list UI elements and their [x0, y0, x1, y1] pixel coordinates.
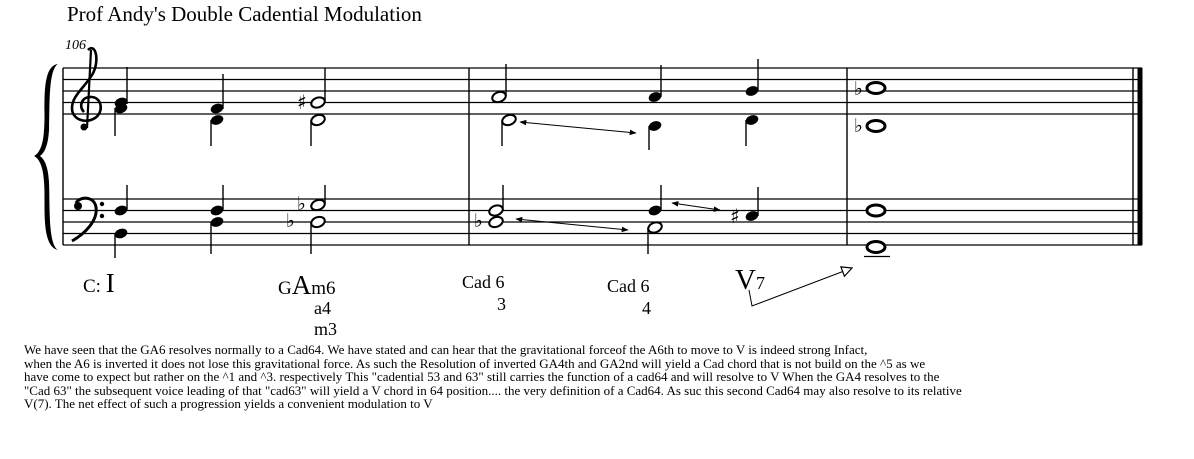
sharp-icon: ♯ [730, 204, 740, 228]
barlines [63, 68, 1140, 245]
cad-63-figure: 3 [497, 294, 506, 314]
note [209, 185, 224, 254]
note [286, 185, 326, 254]
treble-staff [63, 68, 1142, 114]
dominant-numeral: V [735, 264, 756, 296]
flat-icon: ♭ [854, 115, 863, 137]
dominant-label [735, 264, 765, 297]
voice-leading-arrow [520, 122, 636, 133]
note [209, 74, 224, 146]
brace-icon [34, 64, 58, 250]
sharp-icon: ♯ [297, 90, 307, 114]
flat-icon: ♭ [474, 210, 483, 232]
voice-leading-arrow [516, 219, 628, 230]
bass-staff [63, 199, 1142, 245]
key-label [83, 268, 115, 299]
dominant-figure: 7 [755, 273, 765, 293]
voice-leading-arrow [672, 203, 720, 210]
bass-clef-icon [72, 198, 104, 241]
measure-number: 106 [65, 38, 86, 53]
ga-big: A [291, 270, 312, 300]
german-augmented-label [278, 270, 336, 301]
ga-figure-top: a4 [314, 298, 331, 318]
explanation-paragraph: We have seen that the GA6 resolves normally to a Cad64. We have stated and can hear that the gravitational forceof the A6th to move to V is indeed strong Infact, when the A6 is inverted it does not lose this gravitational force. As such the Resolution of inverted GA4th and GA2nd will yield a Cad chord that is not build on the ^5 as we have come to expect but rather on the ^1 and ^3. respectively This "cadential 53 and 63" still carries the function of a cad64 and will resolve to V When the GA4 resolves to the "Cad 63" the subsequent voice leading of that "cad63" will yield a V chord in 64 position.... the very definition of a Cad64. As suc this second Cad64 may also resolve to its relative V(7). The net effect of such a progression yields a convenient modulation to V [24, 342, 962, 412]
note [113, 67, 128, 136]
note [474, 185, 504, 232]
note [491, 64, 517, 146]
flat-icon: ♭ [297, 193, 306, 215]
flat-icon: ♭ [854, 78, 863, 100]
cad-63-label: Cad 6 [462, 272, 505, 292]
ga-prefix: G [278, 278, 292, 299]
key-name: C: [83, 276, 101, 297]
note [854, 78, 885, 137]
note [647, 185, 663, 254]
page-title: Prof Andy's Double Cadential Modulation [67, 2, 422, 26]
roman-numeral-tonic: I [105, 268, 115, 298]
flat-icon: ♭ [286, 210, 295, 232]
cad-64-label: Cad 6 [607, 276, 650, 296]
ga-figure-bottom: m3 [314, 319, 338, 339]
treble-clef-icon [72, 48, 101, 130]
note [647, 65, 662, 150]
cad-64-figure: 4 [642, 298, 651, 318]
ga-suffix: m6 [311, 278, 336, 299]
note [867, 205, 885, 253]
